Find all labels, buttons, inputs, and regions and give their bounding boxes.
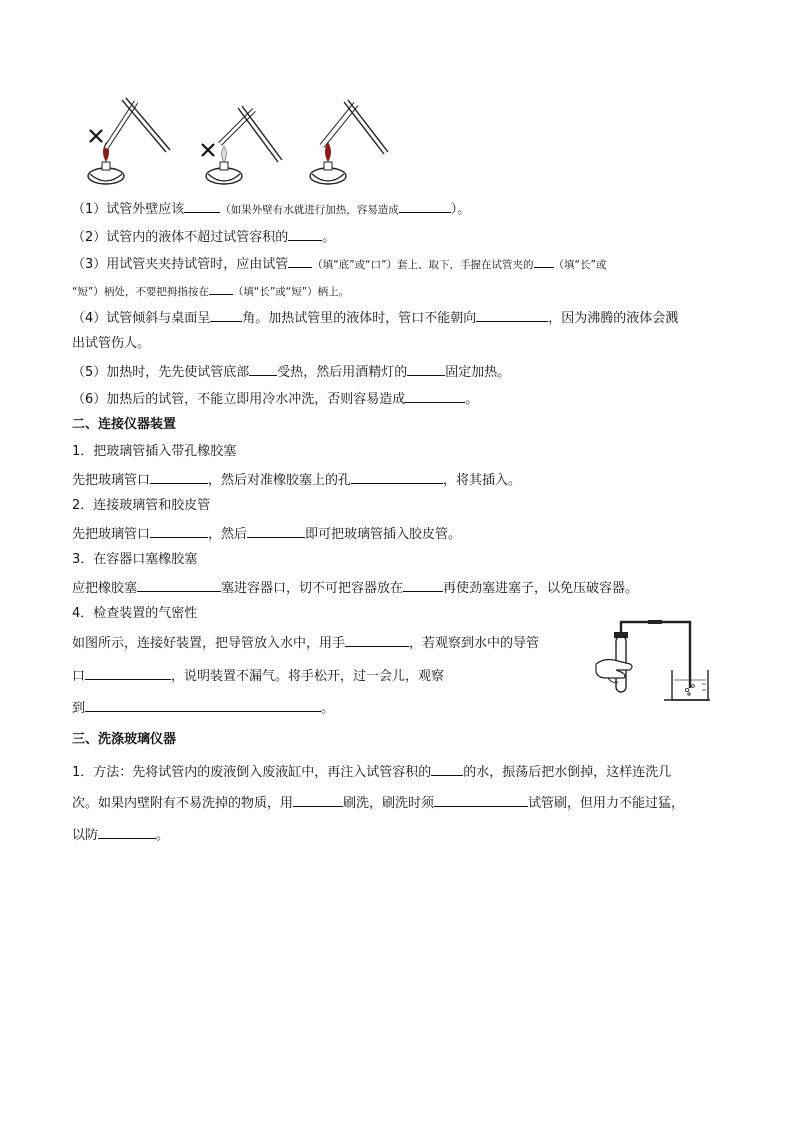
q1-text-a: （1）试管外壁应该: [72, 202, 185, 217]
sub1-text-b: ，然后对准橡胶塞上的孔: [208, 473, 352, 488]
q6-text-b: 。: [465, 392, 479, 407]
setup-wrong-1: [88, 98, 170, 184]
q3-blank-1[interactable]: [288, 253, 312, 268]
section-2-heading: 二、连接仪器装置: [72, 417, 177, 432]
q3-blank-2[interactable]: [534, 253, 554, 268]
q1-text-c: ）。: [450, 202, 471, 217]
sub3-blank-1[interactable]: [137, 577, 221, 592]
q5-text-c: 固定加热。: [445, 365, 511, 380]
sub-4-line-3: [72, 697, 334, 719]
wash-text-f: 以防: [72, 828, 99, 843]
q5-blank-1[interactable]: [249, 361, 277, 376]
sub1-text-a: 先把玻璃管口: [72, 473, 151, 488]
q3-text-e: （填“长”或“短”）柄上。: [232, 286, 350, 298]
q5-blank-2[interactable]: [407, 361, 445, 376]
sub-2-heading: 2．连接玻璃管和胶皮管: [72, 498, 211, 513]
sub2-blank-1[interactable]: [150, 523, 208, 538]
sub4-text-a: 如图所示，连接好装置，把导管放入水中，用手: [72, 636, 346, 651]
sub4-text-e: 到: [72, 701, 86, 716]
wash-line-1: [72, 761, 671, 783]
sub4-text-b: ，若观察到水中的导管: [409, 636, 540, 651]
sub1-blank-2[interactable]: [351, 469, 443, 484]
wash-blank-4[interactable]: [98, 824, 156, 839]
wash-text-e: 试管刷，但用力不能过猛，: [528, 796, 685, 811]
sub-4-heading: 4．检查装置的气密性: [72, 606, 198, 621]
sub-1-heading: 1．把玻璃管插入带孔橡胶塞: [72, 444, 237, 459]
sub2-text-b: ，然后: [208, 527, 248, 542]
wash-text-a: 1．方法：先将试管内的废液倒入废液缸中，再注入试管容积的: [72, 765, 432, 780]
sub2-text-c: 即可把玻璃管插入胶皮管。: [305, 527, 462, 542]
airtightness-apparatus-figure: [594, 618, 712, 702]
sub-4-line-2: [72, 665, 444, 687]
q6-text-a: （6）加热后的试管，不能立即用冷水冲洗，否则容易造成: [72, 392, 406, 407]
sub3-text-a: 应把橡胶塞: [72, 581, 138, 596]
sub1-text-c: ，将其插入。: [443, 473, 522, 488]
q4-text-a: （4）试管倾斜与桌面呈: [72, 311, 211, 326]
q4-line-2: [72, 334, 150, 354]
q1-text-b: （如果外壁有水就进行加热，容易造成: [220, 204, 399, 216]
wash-text-g: 。: [156, 828, 170, 843]
setup-correct: [310, 100, 388, 184]
q4-text-d: 出试管伤人。: [72, 336, 151, 351]
q3-text-a: （3）用试管夹夹持试管时，应由试管: [72, 257, 289, 272]
wash-blank-2[interactable]: [293, 792, 343, 807]
q3-text-d: “短”）柄处，不要把拇指按在: [72, 286, 209, 298]
q4-text-c: ，因为沸腾的液体会溅: [548, 311, 679, 326]
q6-line: [72, 388, 478, 410]
wash-text-b: 的水，振荡后把水倒掉，这样连洗几: [463, 765, 672, 780]
sub-2-line: [72, 523, 461, 545]
wash-text-c: 次。如果内壁附有不易洗掉的物质，用: [72, 796, 294, 811]
wash-blank-3[interactable]: [434, 792, 528, 807]
sub3-blank-2[interactable]: [403, 577, 443, 592]
sub2-text-a: 先把玻璃管口: [72, 527, 151, 542]
wash-line-3: [72, 824, 169, 846]
q3-text-b: （填“底”或“口”）套上、取下，手握在试管夹的: [312, 259, 534, 271]
q5-text-a: （5）加热时，先先使试管底部: [72, 365, 250, 380]
sub4-blank-2[interactable]: [85, 665, 171, 680]
wash-line-2: [72, 792, 684, 814]
sub3-text-b: 塞进容器口，切不可把容器放在: [221, 581, 404, 596]
sub4-text-f: 。: [321, 701, 335, 716]
q4-blank-2[interactable]: [476, 307, 548, 322]
q4-blank-1[interactable]: [210, 307, 242, 322]
sub-4-line-1: [72, 632, 539, 654]
q1-line: [72, 198, 470, 220]
q5-line: [72, 361, 510, 383]
q1-blank-2[interactable]: [399, 198, 451, 213]
q6-blank-1[interactable]: [405, 388, 465, 403]
sub2-blank-2[interactable]: [247, 523, 305, 538]
wash-blank-1[interactable]: [431, 761, 463, 776]
wash-text-d: 刷洗，刷洗时须: [343, 796, 435, 811]
sub4-text-d: ，说明装置不漏气。将手松开，过一会儿，观察: [171, 669, 445, 684]
sub3-text-c: 再使劲塞进塞子，以免压破容器。: [443, 581, 639, 596]
sub-1-line: [72, 469, 521, 491]
q3-blank-3[interactable]: [209, 280, 233, 295]
q2-blank-1[interactable]: [288, 226, 322, 241]
sub4-blank-3[interactable]: [85, 697, 321, 712]
sub4-blank-1[interactable]: [345, 632, 409, 647]
q3-text-c: （填“长”或: [553, 259, 607, 271]
q2-text-b: 。: [322, 230, 336, 245]
section-3-heading: 三、洗涤玻璃仪器: [72, 732, 177, 747]
q2-text-a: （2）试管内的液体不超过试管容积的: [72, 230, 289, 245]
heating-test-tube-figure: [78, 96, 390, 192]
sub1-blank-1[interactable]: [150, 469, 208, 484]
sub-3-heading: 3．在容器口塞橡胶塞: [72, 552, 198, 567]
setup-wrong-2: [202, 106, 282, 184]
q3-line-1: [72, 253, 606, 275]
q1-blank-1[interactable]: [184, 198, 220, 213]
q5-text-b: 受热，然后用酒精灯的: [277, 365, 408, 380]
q3-line-2: [72, 280, 349, 302]
q2-line: [72, 226, 335, 248]
sub4-text-c: 口: [72, 669, 86, 684]
sub-3-line: [72, 577, 638, 599]
q4-line-1: [72, 307, 678, 329]
q4-text-b: 角。加热试管里的液体时，管口不能朝向: [242, 311, 477, 326]
